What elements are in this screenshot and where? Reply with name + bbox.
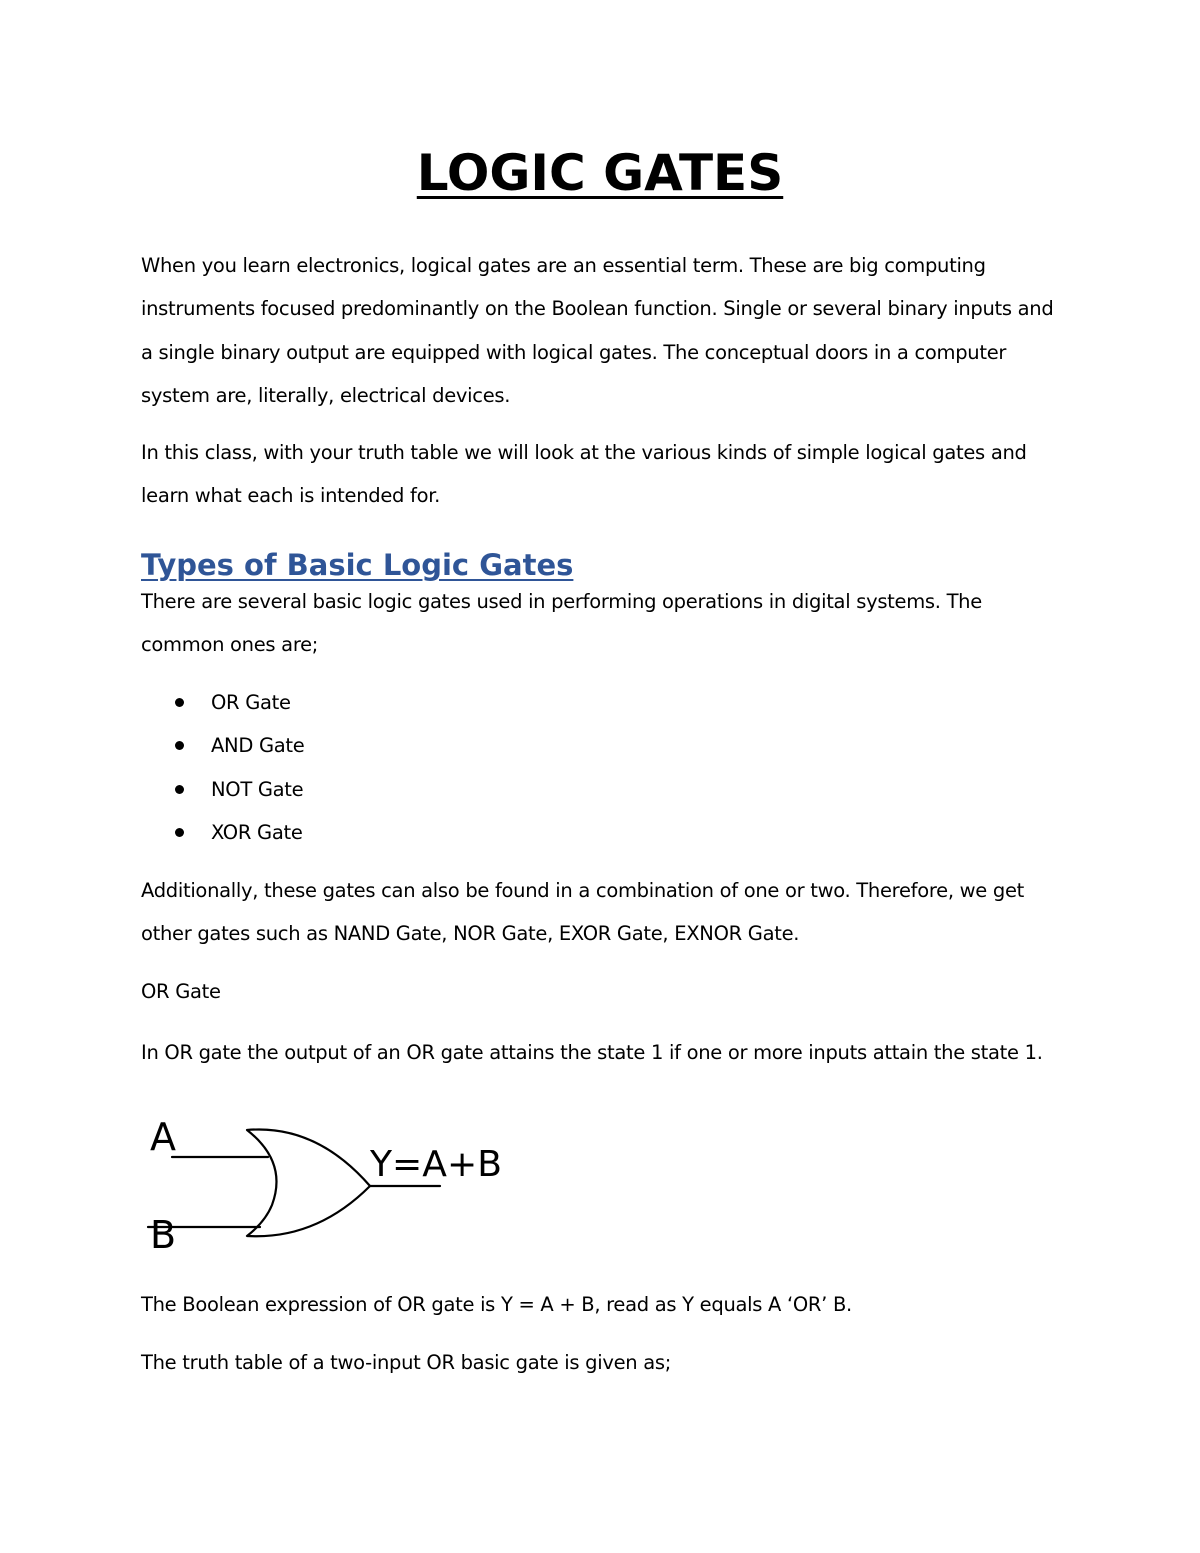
bullet-icon <box>175 785 184 794</box>
truth-table-intro-text: The truth table of a two-input OR basic gate is given as; <box>141 1351 672 1374</box>
intro-line: system are, literally, electrical devices. <box>141 383 511 407</box>
or-gate-label-text: OR Gate <box>141 980 221 1003</box>
section-line: There are several basic logic gates used in performing operations in digital systems. The <box>141 590 982 613</box>
class-line: learn what each is intended for. <box>141 484 441 508</box>
input-b-label: B <box>150 1213 177 1257</box>
truth-table-intro <box>141 1341 1081 1384</box>
additional-line: other gates such as NAND Gate, NOR Gate, EXOR Gate, EXNOR Gate. <box>141 922 800 946</box>
or-gate-description <box>141 1031 1081 1074</box>
additional-paragraph <box>141 869 1081 956</box>
list-item-label: XOR Gate <box>211 820 303 844</box>
intro-line: a single binary output are equipped with logical gates. The conceptual doors in a computer <box>141 340 1007 364</box>
class-paragraph <box>141 431 1081 518</box>
intro-paragraph <box>141 244 1081 417</box>
list-item <box>141 724 304 767</box>
list-item-label: OR Gate <box>211 691 291 714</box>
intro-line: When you learn electronics, logical gates are an essential term. These are big computing <box>141 254 986 277</box>
section-line: common ones are; <box>141 633 319 657</box>
or-gate-body <box>247 1129 370 1236</box>
list-item <box>141 681 304 724</box>
list-item <box>141 768 304 811</box>
input-a-label: A <box>150 1115 176 1159</box>
output-expression: Y=A+B <box>368 1144 502 1185</box>
boolean-expression-paragraph <box>141 1283 1081 1326</box>
gate-list <box>141 681 304 854</box>
page-title: LOGIC GATES <box>416 144 784 202</box>
or-gate-description-text: In OR gate the output of an OR gate attains the state 1 if one or more inputs attain the state 1. <box>141 1041 1043 1064</box>
bullet-icon <box>175 828 184 837</box>
or-gate-label <box>141 970 1081 1013</box>
section-heading: Types of Basic Logic Gates <box>141 548 574 582</box>
additional-line: Additionally, these gates can also be found in a combination of one or two. Therefore, we get <box>141 879 1025 902</box>
intro-line: instruments focused predominantly on the Boolean function. Single or several binary inputs and <box>141 297 1054 321</box>
or-gate-diagram <box>140 1110 520 1260</box>
list-item <box>141 811 304 854</box>
bullet-icon <box>175 741 184 750</box>
section-paragraph <box>141 580 1081 667</box>
list-item-label: AND Gate <box>211 734 305 758</box>
boolean-expression-text: The Boolean expression of OR gate is Y = A + B, read as Y equals A ‘OR’ B. <box>141 1293 852 1316</box>
bullet-icon <box>175 698 184 707</box>
list-item-label: NOT Gate <box>211 777 304 801</box>
class-line: In this class, with your truth table we will look at the various kinds of simple logical gates and <box>141 441 1027 464</box>
